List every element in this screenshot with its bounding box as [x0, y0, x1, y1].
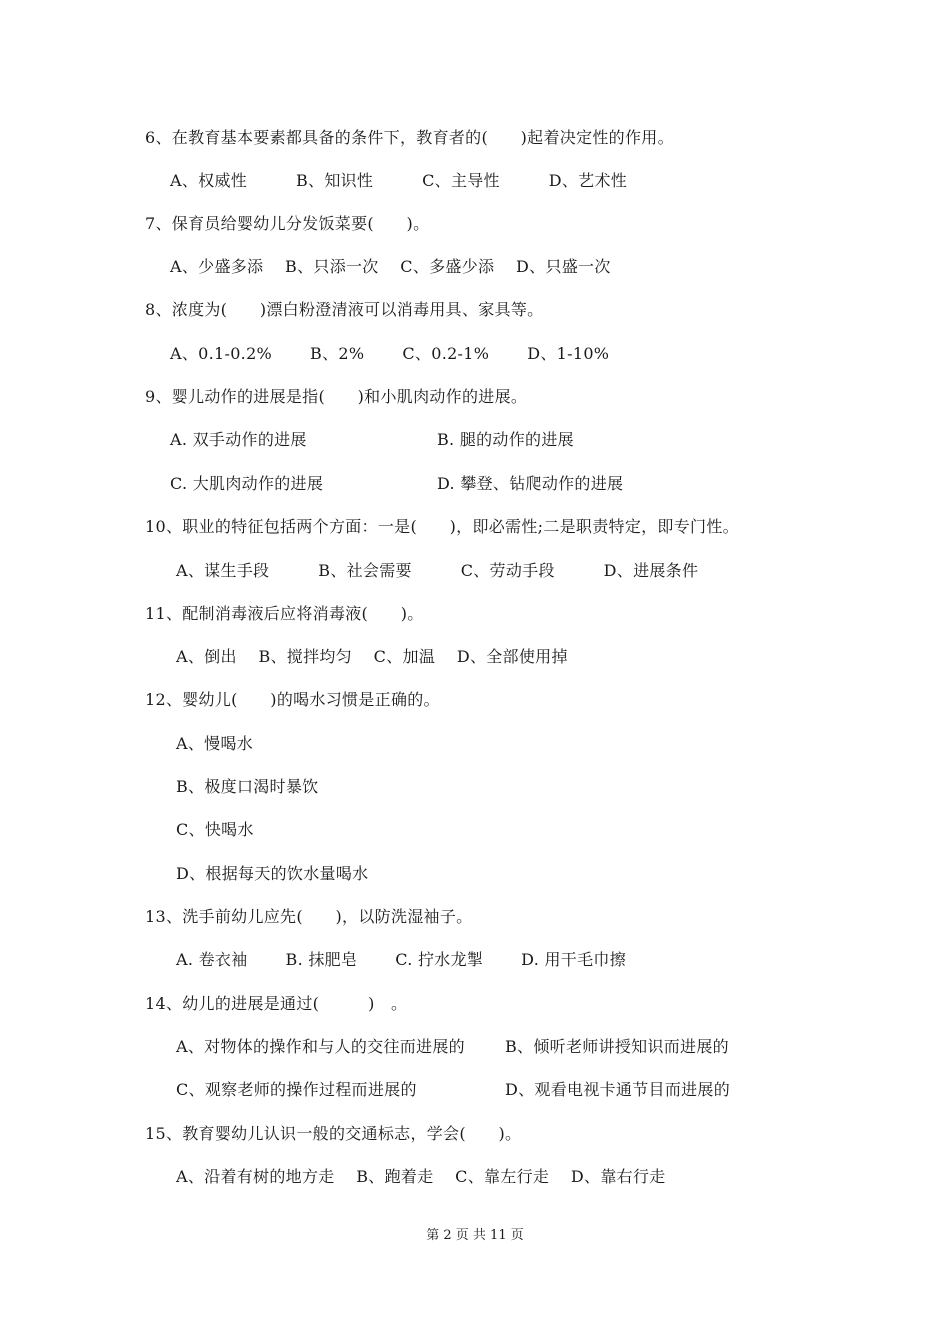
question-9-option-a: A. 双手动作的进展	[170, 430, 307, 449]
question-12: 12、婴幼儿( )的喝水习惯是正确的。	[145, 690, 440, 709]
question-7: 7、保育员给婴幼儿分发饭菜要( )。	[145, 214, 430, 233]
question-12-option-a: A、慢喝水	[176, 734, 254, 753]
question-9: 9、婴儿动作的进展是指( )和小肌肉动作的进展。	[145, 387, 528, 406]
question-10: 10、职业的特征包括两个方面：一是( )，即必需性;二是职责特定，即专门性。	[145, 517, 739, 536]
question-13-options: A. 卷衣袖 B. 抹肥皂 C. 拧水龙掣 D. 用干毛巾擦	[176, 950, 626, 969]
question-7-options: A、少盛多添 B、只添一次 C、多盛少添 D、只盛一次	[170, 257, 611, 276]
question-9-option-d: D. 攀登、钻爬动作的进展	[437, 474, 624, 493]
question-14-option-a: A、对物体的操作和与人的交往而进展的	[176, 1037, 465, 1056]
question-14: 14、幼儿的进展是通过( ) 。	[145, 994, 408, 1013]
question-9-option-b: B. 腿的动作的进展	[437, 430, 574, 449]
question-11-options: A、倒出 B、搅拌均匀 C、加温 D、全部使用掉	[176, 647, 568, 666]
question-12-option-d: D、根据每天的饮水量喝水	[176, 864, 369, 883]
question-8-options: A、0.1-0.2% B、2% C、0.2-1% D、1-10%	[170, 344, 610, 363]
question-15: 15、教育婴幼儿认识一般的交通标志，学会( )。	[145, 1124, 522, 1143]
question-9-option-c: C. 大肌肉动作的进展	[170, 474, 324, 493]
question-14-option-c: C、观察老师的操作过程而进展的	[176, 1080, 417, 1099]
question-14-option-b: B、倾听老师讲授知识而进展的	[505, 1037, 729, 1056]
question-6: 6、在教育基本要素都具备的条件下，教育者的( )起着决定性的作用。	[145, 128, 674, 147]
question-13: 13、洗手前幼儿应先( )，以防洗湿袖子。	[145, 907, 473, 926]
question-6-options: A、权威性 B、知识性 C、主导性 D、艺术性	[170, 171, 628, 190]
question-15-options: A、沿着有树的地方走 B、跑着走 C、靠左行走 D、靠右行走	[176, 1167, 666, 1186]
question-11: 11、配制消毒液后应将消毒液( )。	[145, 604, 424, 623]
question-12-option-b: B、极度口渴时暴饮	[176, 777, 319, 796]
question-10-options: A、谋生手段 B、社会需要 C、劳动手段 D、进展条件	[176, 561, 699, 580]
page-footer: 第 2 页 共 11 页	[426, 1228, 524, 1243]
question-8: 8、浓度为( )漂白粉澄清液可以消毒用具、家具等。	[145, 300, 544, 319]
question-12-option-c: C、快喝水	[176, 820, 254, 839]
question-14-option-d: D、观看电视卡通节目而进展的	[505, 1080, 731, 1099]
